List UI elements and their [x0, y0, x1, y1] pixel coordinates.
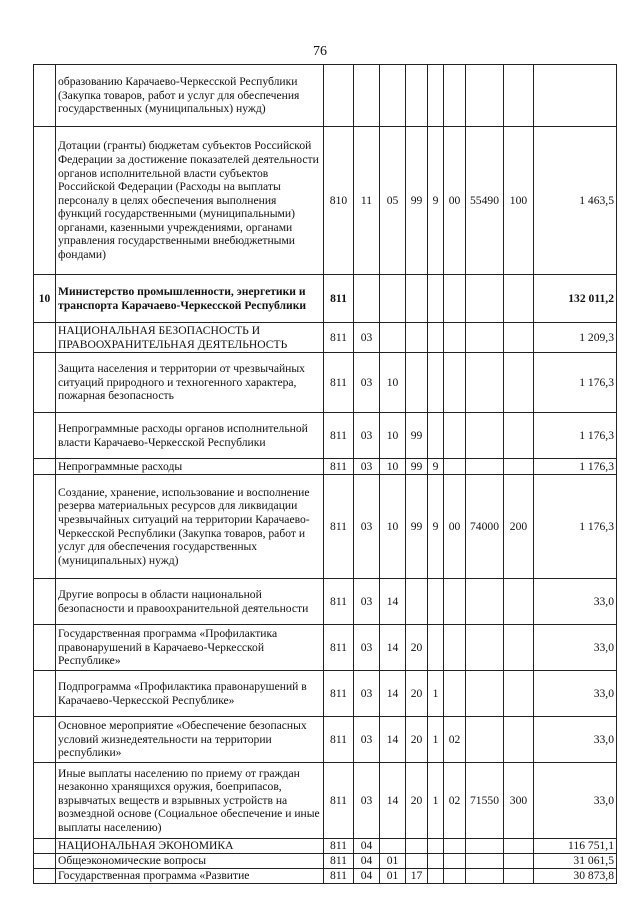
row-sum: 33,0 [534, 717, 617, 763]
row-name: Защита населения и территории от чрезвычайных ситуаций природного и техногенного характера, пожарная безопасность [56, 353, 324, 413]
code-subprogram [428, 413, 444, 459]
code-subprogram: 1 [428, 671, 444, 717]
row-sum: 33,0 [534, 671, 617, 717]
code-event [444, 671, 466, 717]
code-subsection: 14 [380, 717, 406, 763]
row-sum: 33,0 [534, 625, 617, 671]
code-subprogram: 1 [428, 763, 444, 839]
code-direction [466, 625, 504, 671]
code-event [444, 459, 466, 475]
code-program: 20 [406, 671, 428, 717]
code-ministry: 811 [324, 717, 354, 763]
code-event [444, 839, 466, 854]
code-program: 99 [406, 127, 428, 275]
code-section: 04 [354, 854, 380, 869]
code-ministry: 811 [324, 413, 354, 459]
code-ministry: 811 [324, 839, 354, 854]
table-row [34, 763, 617, 839]
code-direction [466, 839, 504, 854]
row-sum: 1 463,5 [534, 127, 617, 275]
code-expense-type: 200 [504, 475, 534, 579]
code-section [354, 65, 380, 127]
code-subprogram [428, 869, 444, 884]
row-sum: 1 209,3 [534, 323, 617, 353]
code-direction: 74000 [466, 475, 504, 579]
code-direction [466, 459, 504, 475]
code-event: 02 [444, 717, 466, 763]
code-event [444, 65, 466, 127]
table-row [34, 413, 617, 459]
row-number [34, 869, 56, 884]
code-subprogram [428, 854, 444, 869]
row-name: Другие вопросы в области национальной безопасности и правоохранительной деятельности [56, 579, 324, 625]
code-program: 99 [406, 413, 428, 459]
code-ministry [324, 65, 354, 127]
code-program: 20 [406, 717, 428, 763]
code-event: 02 [444, 763, 466, 839]
table-row [34, 839, 617, 854]
code-subsection: 14 [380, 625, 406, 671]
row-sum: 1 176,3 [534, 413, 617, 459]
code-subsection: 10 [380, 353, 406, 413]
code-program: 20 [406, 763, 428, 839]
code-program [406, 275, 428, 323]
row-number [34, 625, 56, 671]
row-name: Основное мероприятие «Обеспечение безопасных условий жизнедеятельности на территории республики» [56, 717, 324, 763]
code-direction [466, 671, 504, 717]
code-subprogram: 1 [428, 717, 444, 763]
code-subsection: 14 [380, 579, 406, 625]
code-subprogram [428, 275, 444, 323]
code-ministry: 811 [324, 459, 354, 475]
code-subsection [380, 323, 406, 353]
table-row [34, 475, 617, 579]
code-expense-type [504, 671, 534, 717]
code-subprogram [428, 839, 444, 854]
row-number [34, 127, 56, 275]
code-ministry: 811 [324, 579, 354, 625]
code-event [444, 854, 466, 869]
code-expense-type [504, 413, 534, 459]
row-number [34, 579, 56, 625]
row-number [34, 717, 56, 763]
code-subprogram [428, 323, 444, 353]
code-ministry: 811 [324, 625, 354, 671]
row-number: 10 [34, 275, 56, 323]
code-expense-type [504, 275, 534, 323]
code-expense-type [504, 625, 534, 671]
code-subprogram [428, 625, 444, 671]
row-name: НАЦИОНАЛЬНАЯ БЕЗОПАСНОСТЬ И ПРАВООХРАНИТЕЛЬНАЯ ДЕЯТЕЛЬНОСТЬ [56, 323, 324, 353]
row-name: Подпрограмма «Профилактика правонарушений в Карачаево-Черкесской Республике» [56, 671, 324, 717]
code-ministry: 811 [324, 854, 354, 869]
code-subprogram [428, 579, 444, 625]
code-expense-type: 100 [504, 127, 534, 275]
row-sum: 33,0 [534, 579, 617, 625]
code-program [406, 854, 428, 869]
row-sum: 31 061,5 [534, 854, 617, 869]
code-subprogram: 9 [428, 127, 444, 275]
code-direction [466, 65, 504, 127]
row-number [34, 65, 56, 127]
code-program: 99 [406, 475, 428, 579]
code-event: 00 [444, 475, 466, 579]
row-number [34, 413, 56, 459]
code-section: 03 [354, 413, 380, 459]
code-expense-type [504, 869, 534, 884]
row-name: образованию Карачаево-Черкесской Республики (Закупка товаров, работ и услуг для обеспечения государственных (муниципальных) нужд) [56, 65, 324, 127]
code-section: 03 [354, 353, 380, 413]
code-subsection: 14 [380, 763, 406, 839]
code-section: 03 [354, 671, 380, 717]
code-ministry: 811 [324, 275, 354, 323]
code-direction [466, 869, 504, 884]
table-row [34, 625, 617, 671]
code-expense-type [504, 459, 534, 475]
table-row [34, 579, 617, 625]
code-subsection [380, 275, 406, 323]
code-event [444, 275, 466, 323]
row-name: Непрограммные расходы органов исполнительной власти Карачаево-Черкесской Республики [56, 413, 324, 459]
code-direction [466, 323, 504, 353]
code-program [406, 353, 428, 413]
row-sum: 30 873,8 [534, 869, 617, 884]
row-name: Создание, хранение, использование и восполнение резерва материальных ресурсов для ликвидации чрезвычайных ситуаций на территории Карачаево-Черкесской Республики (Закупка товаров, работ и услуг для обеспечения государственных (муниципальных) нужд) [56, 475, 324, 579]
row-number [34, 763, 56, 839]
row-name: Министерство промышленности, энергетики и транспорта Карачаево-Черкесской Республики [56, 275, 324, 323]
code-program: 17 [406, 869, 428, 884]
row-name: НАЦИОНАЛЬНАЯ ЭКОНОМИКА [56, 839, 324, 854]
table-row [34, 127, 617, 275]
table-row [34, 65, 617, 127]
code-event [444, 625, 466, 671]
row-sum: 1 176,3 [534, 353, 617, 413]
row-name: Государственная программа «Развитие [56, 869, 324, 884]
code-program: 20 [406, 625, 428, 671]
code-program [406, 323, 428, 353]
code-ministry: 811 [324, 671, 354, 717]
row-sum: 132 011,2 [534, 275, 617, 323]
code-program: 99 [406, 459, 428, 475]
table-row [34, 459, 617, 475]
row-sum: 116 751,1 [534, 839, 617, 854]
code-event [444, 579, 466, 625]
table-row [34, 671, 617, 717]
row-sum: 1 176,3 [534, 459, 617, 475]
code-direction [466, 854, 504, 869]
row-number [34, 475, 56, 579]
code-subsection [380, 839, 406, 854]
code-ministry: 810 [324, 127, 354, 275]
code-direction [466, 717, 504, 763]
row-number [34, 459, 56, 475]
code-subprogram: 9 [428, 475, 444, 579]
code-ministry: 811 [324, 763, 354, 839]
code-event [444, 413, 466, 459]
code-section: 11 [354, 127, 380, 275]
row-number [34, 839, 56, 854]
code-subsection: 10 [380, 459, 406, 475]
code-event [444, 323, 466, 353]
code-event: 00 [444, 127, 466, 275]
table-row [34, 323, 617, 353]
code-subsection: 10 [380, 413, 406, 459]
code-ministry: 811 [324, 323, 354, 353]
code-section: 04 [354, 869, 380, 884]
table-row [34, 854, 617, 869]
code-event [444, 869, 466, 884]
code-expense-type [504, 353, 534, 413]
code-section: 03 [354, 459, 380, 475]
table-row [34, 275, 617, 323]
code-program [406, 839, 428, 854]
row-sum: 33,0 [534, 763, 617, 839]
row-name: Государственная программа «Профилактика правонарушений в Карачаево-Черкесской Республике» [56, 625, 324, 671]
code-direction [466, 353, 504, 413]
row-sum [534, 65, 617, 127]
code-direction [466, 275, 504, 323]
code-expense-type [504, 854, 534, 869]
row-name: Общеэкономические вопросы [56, 854, 324, 869]
row-number [34, 671, 56, 717]
code-ministry: 811 [324, 353, 354, 413]
code-direction [466, 413, 504, 459]
code-section: 03 [354, 323, 380, 353]
code-program [406, 579, 428, 625]
row-number [34, 323, 56, 353]
code-expense-type [504, 839, 534, 854]
table-row [34, 717, 617, 763]
row-name: Иные выплаты населению по приему от граждан незаконно хранящихся оружия, боеприпасов, взрывчатых веществ и взрывных устройств на возмездной основе (Социальное обеспечение и иные выплаты населению) [56, 763, 324, 839]
code-subsection: 14 [380, 671, 406, 717]
code-section [354, 275, 380, 323]
budget-table [33, 64, 617, 884]
row-name: Дотации (гранты) бюджетам субъектов Российской Федерации за достижение показателей деятельности органов исполнительной власти субъектов Российской Федерации (Расходы на выплаты персоналу в целях обеспечения выполнения функций государственными (муниципальными) органами, казенными учреждениями, органами управления государственными внебюджетными фондами) [56, 127, 324, 275]
row-name: Непрограммные расходы [56, 459, 324, 475]
code-section: 03 [354, 625, 380, 671]
code-ministry: 811 [324, 475, 354, 579]
page-number: 76 [313, 44, 327, 59]
code-program [406, 65, 428, 127]
row-number [34, 353, 56, 413]
budget-table-body [34, 65, 617, 884]
code-section: 04 [354, 839, 380, 854]
code-ministry: 811 [324, 869, 354, 884]
row-number [34, 854, 56, 869]
row-sum: 1 176,3 [534, 475, 617, 579]
code-section: 03 [354, 763, 380, 839]
code-expense-type [504, 323, 534, 353]
code-expense-type: 300 [504, 763, 534, 839]
code-expense-type [504, 65, 534, 127]
table-row [34, 353, 617, 413]
code-subsection: 01 [380, 869, 406, 884]
code-direction: 71550 [466, 763, 504, 839]
code-expense-type [504, 717, 534, 763]
code-subsection: 01 [380, 854, 406, 869]
code-expense-type [504, 579, 534, 625]
table-row [34, 869, 617, 884]
code-subprogram [428, 353, 444, 413]
code-direction [466, 579, 504, 625]
code-direction: 55490 [466, 127, 504, 275]
code-subsection: 10 [380, 475, 406, 579]
code-section: 03 [354, 579, 380, 625]
code-section: 03 [354, 475, 380, 579]
code-subsection: 05 [380, 127, 406, 275]
code-section: 03 [354, 717, 380, 763]
code-subprogram: 9 [428, 459, 444, 475]
code-subprogram [428, 65, 444, 127]
code-subsection [380, 65, 406, 127]
code-event [444, 353, 466, 413]
